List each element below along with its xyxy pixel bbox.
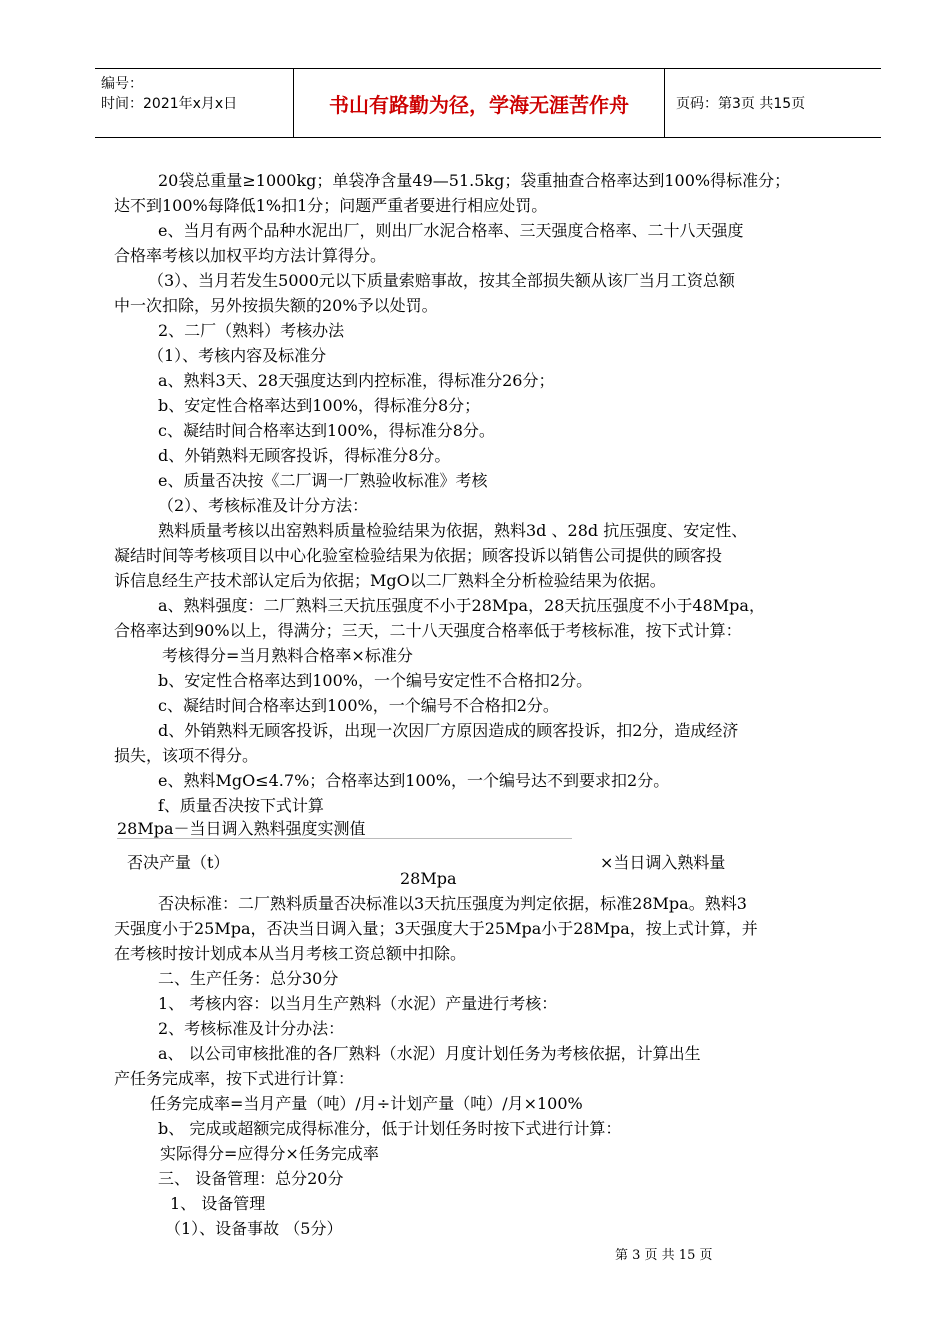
text-line: 20袋总重量≥1000kg；单袋净含量49—51.5kg；袋重抽查合格率达到100%得标准分； [158,171,791,190]
text-line: 在考核时按计划成本从当月考核工资总额中扣除。 [114,944,467,963]
text-line: d、外销熟料无顾客投诉，得标准分8分。 [158,446,451,465]
text-line: e、质量否决按《二厂调一厂熟验收标准》考核 [158,471,488,490]
text-line: （1）、考核内容及标准分 [148,346,327,365]
text-line: 合格率达到90%以上，得满分；三天，二十八天强度合格率低于考核标准，按下式计算： [114,621,742,640]
text-line: 2、考核标准及计分办法： [158,1019,345,1038]
section-heading: 2、二厂（熟料）考核办法 [158,321,345,340]
section-heading: 三、 设备管理：总分20分 [158,1169,344,1188]
section-heading: 二、生产任务：总分30分 [158,969,339,988]
page-footer: 第 3 页 共 15 页 [615,1248,713,1263]
text-line: a、 以公司审核批准的各厂熟料（水泥）月度计划任务为考核依据，计算出生 [158,1044,701,1063]
text-line: 损失，该项不得分。 [114,746,259,765]
formula-denominator: 28Mpa [400,869,457,888]
text-line: 1、 考核内容：以当月生产熟料（水泥）产量进行考核： [158,994,558,1013]
text-line: b、安定性合格率达到100%，得标准分8分； [158,396,481,415]
text-line: b、 完成或超额完成得标准分，低于计划任务时按下式进行计算： [158,1119,622,1138]
formula-numerator: 28Mpa－当日调入熟料强度实测值 [117,819,366,838]
text-line: a、熟料强度：二厂熟料三天抗压强度不小于28Mpa，28天抗压强度不小于48Mpa， [158,596,765,615]
text-line: 天强度小于25Mpa，否决当日调入量；3天强度大于25Mpa小于28Mpa，按上式计算，并 [114,919,758,938]
formula-line: 实际得分=应得分×任务完成率 [160,1144,379,1163]
formula-label: 否决产量（t） [127,853,230,872]
formula-line: 任务完成率=当月产量（吨）/月÷计划产量（吨）/月×100% [150,1094,583,1113]
header-motto: 书山有路勤为径，学海无涯苦作舟 [293,69,665,137]
doc-number-label: 编号： [101,76,143,92]
text-line: （2）、考核标准及计分方法： [158,496,369,515]
text-line: e、熟料MgO≤4.7%；合格率达到100%，一个编号达不到要求扣2分。 [158,771,670,790]
fraction-rule [117,838,572,839]
page-header [95,68,881,138]
text-line: 熟料质量考核以出窑熟料质量检验结果为依据，熟料3d 、28d 抗压强度、安定性、 [158,521,748,540]
text-line: b、安定性合格率达到100%，一个编号安定性不合格扣2分。 [158,671,593,690]
doc-time-label: 时间：2021年x月x日 [101,96,238,112]
text-line: d、外销熟料无顾客投诉，出现一次因厂方原因造成的顾客投诉，扣2分，造成经济 [158,721,739,740]
text-line: 合格率考核以加权平均方法计算得分。 [114,246,387,265]
text-line: 产任务完成率，按下式进行计算： [114,1069,355,1088]
text-line: 诉信息经生产技术部认定后为依据；MgO以二厂熟料全分析检验结果为依据。 [114,571,666,590]
text-line: 达不到100%每降低1%扣1分；问题严重者要进行相应处罚。 [114,196,548,215]
text-line: f、质量否决按下式计算 [158,796,324,815]
header-page-label: 页码：第3页 共15页 [676,96,806,112]
text-line: （1）、设备事故 （5分） [165,1219,343,1238]
text-line: 中一次扣除，另外按损失额的20%予以处罚。 [114,296,438,315]
text-line: c、凝结时间合格率达到100%，得标准分8分。 [158,421,495,440]
text-line: c、凝结时间合格率达到100%，一个编号不合格扣2分。 [158,696,559,715]
text-line: e、当月有两个品种水泥出厂，则出厂水泥合格率、三天强度合格率、二十八天强度 [158,221,744,240]
formula-multiplier: ×当日调入熟料量 [600,853,726,872]
text-line: a、熟料3天、28天强度达到内控标准，得标准分26分； [158,371,555,390]
formula-line: 考核得分=当月熟料合格率×标准分 [162,646,413,665]
text-line: 1、 设备管理 [170,1194,266,1213]
header-info [95,69,293,137]
text-line: 否决标准：二厂熟料质量否决标准以3天抗压强度为判定依据，标准28Mpa。熟料3 [158,894,747,913]
text-line: （3）、当月若发生5000元以下质量索赔事故，按其全部损失额从该厂当月工资总额 [148,271,735,290]
text-line: 凝结时间等考核项目以中心化验室检验结果为依据；顾客投诉以销售公司提供的顾客投 [114,546,723,565]
